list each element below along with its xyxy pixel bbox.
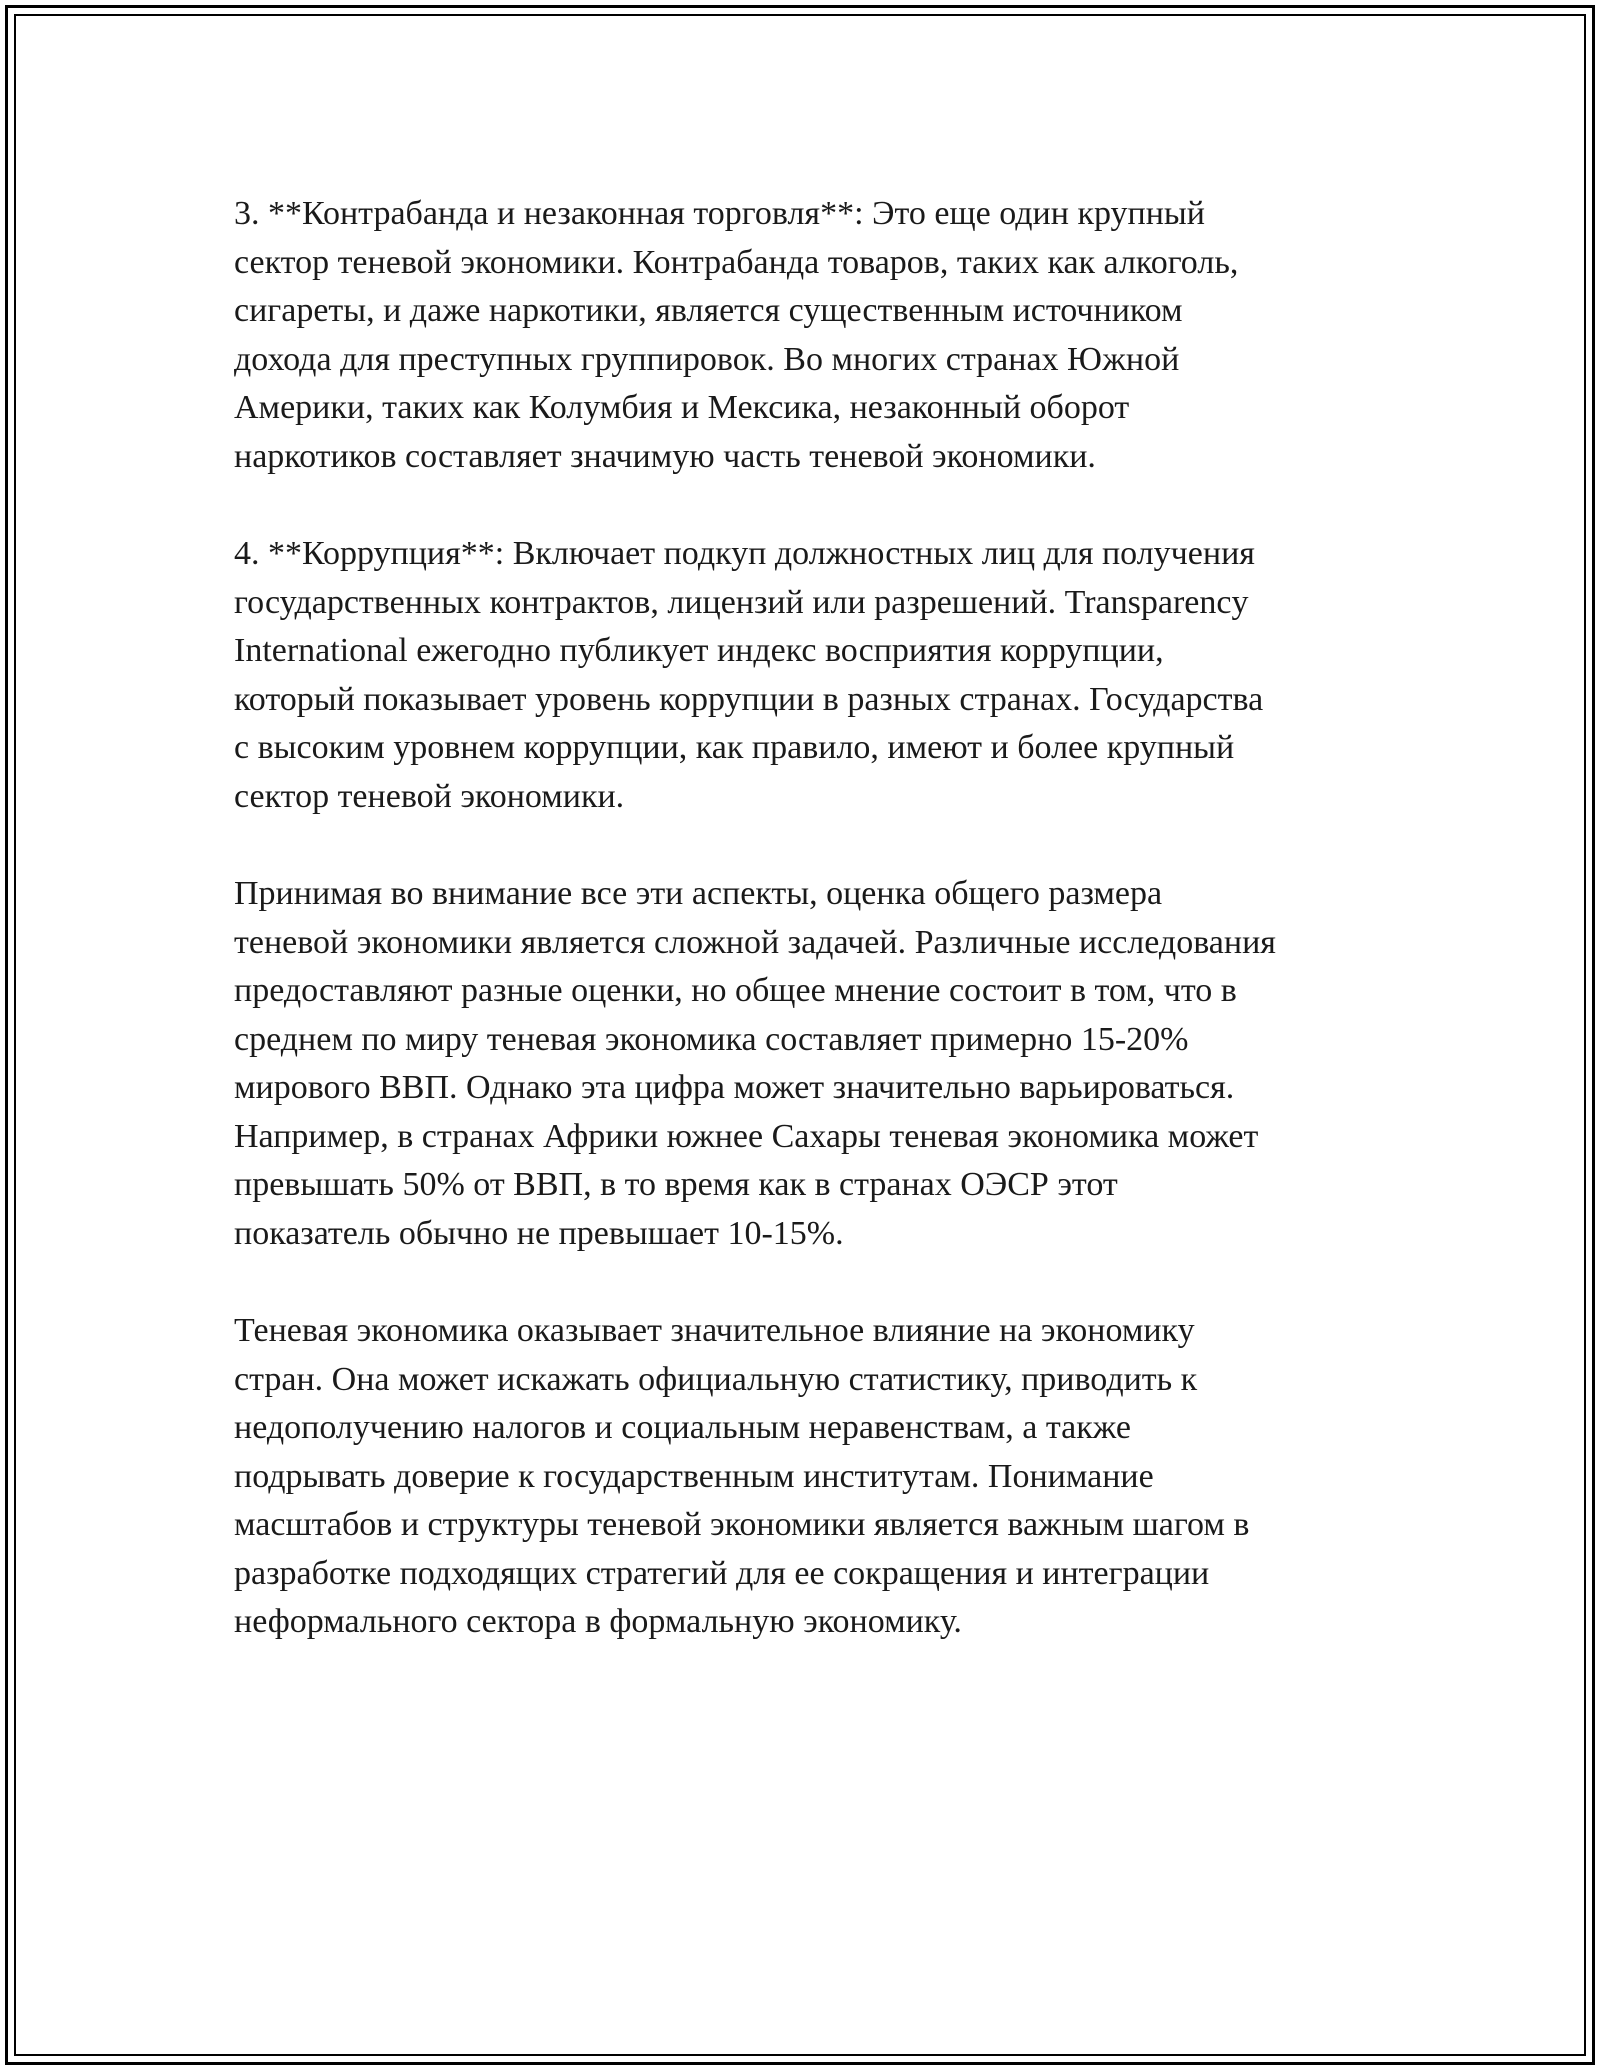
text-line: с высоким уровнем коррупции, как правило, имеют и более крупный bbox=[234, 729, 1235, 766]
text-line: стран. Она может искажать официальную статистику, приводить к bbox=[234, 1360, 1198, 1398]
text-line: сектор теневой экономики. Контрабанда товаров, таких как алкоголь, bbox=[234, 243, 1239, 281]
text-line: дохода для преступных группировок. Во многих странах Южной bbox=[234, 340, 1180, 378]
paragraph-corruption bbox=[234, 530, 1384, 821]
text-line: масштабов и структуры теневой экономики является важным шагом в bbox=[234, 1506, 1250, 1543]
text-line: недополучению налогов и социальным неравенствам, а также bbox=[234, 1409, 1131, 1446]
paragraph-impact bbox=[234, 1307, 1384, 1647]
text-line: International ежегодно публикует индекс восприятия коррупции, bbox=[234, 632, 1164, 669]
paragraph-size-estimate bbox=[234, 870, 1384, 1258]
paragraph-smuggling bbox=[234, 190, 1384, 481]
text-line: среднем по миру теневая экономика составляет примерно 15-20% bbox=[234, 1020, 1189, 1058]
text-line: предоставляют разные оценки, но общее мнение состоит в том, что в bbox=[234, 972, 1237, 1009]
text-line: неформального сектора в формальную экономику. bbox=[234, 1603, 962, 1640]
text-line: сигареты, и даже наркотики, является существенным источником bbox=[234, 292, 1183, 329]
text-line: Теневая экономика оказывает значительное влияние на экономику bbox=[234, 1312, 1195, 1349]
text-line: Америки, таких как Колумбия и Мексика, незаконный оборот bbox=[234, 389, 1130, 426]
document-body bbox=[234, 190, 1384, 1696]
text-line: сектор теневой экономики. bbox=[234, 777, 625, 815]
text-line: превышать 50% от ВВП, в то время как в странах ОЭСР этот bbox=[234, 1166, 1118, 1203]
text-line: 4. **Коррупция**: Включает подкуп должностных лиц для получения bbox=[234, 535, 1255, 572]
text-line: мирового ВВП. Однако эта цифра может значительно варьироваться. bbox=[234, 1069, 1235, 1106]
text-line: наркотиков составляет значимую часть теневой экономики. bbox=[234, 437, 1096, 475]
text-line: подрывать доверие к государственным институтам. Понимание bbox=[234, 1457, 1154, 1495]
text-line: разработке подходящих стратегий для ее сокращения и интеграции bbox=[234, 1554, 1210, 1592]
text-line: 3. **Контрабанда и незаконная торговля**: Это еще один крупный bbox=[234, 195, 1205, 232]
text-line: государственных контрактов, лицензий или разрешений. Transparency bbox=[234, 583, 1249, 621]
text-line: который показывает уровень коррупции в разных странах. Государства bbox=[234, 680, 1264, 718]
text-line: показатель обычно не превышает 10-15%. bbox=[234, 1214, 844, 1252]
text-line: теневой экономики является сложной задачей. Различные исследования bbox=[234, 923, 1276, 961]
text-line: Например, в странах Африки южнее Сахары теневая экономика может bbox=[234, 1117, 1259, 1155]
text-line: Принимая во внимание все эти аспекты, оценка общего размера bbox=[234, 875, 1163, 912]
